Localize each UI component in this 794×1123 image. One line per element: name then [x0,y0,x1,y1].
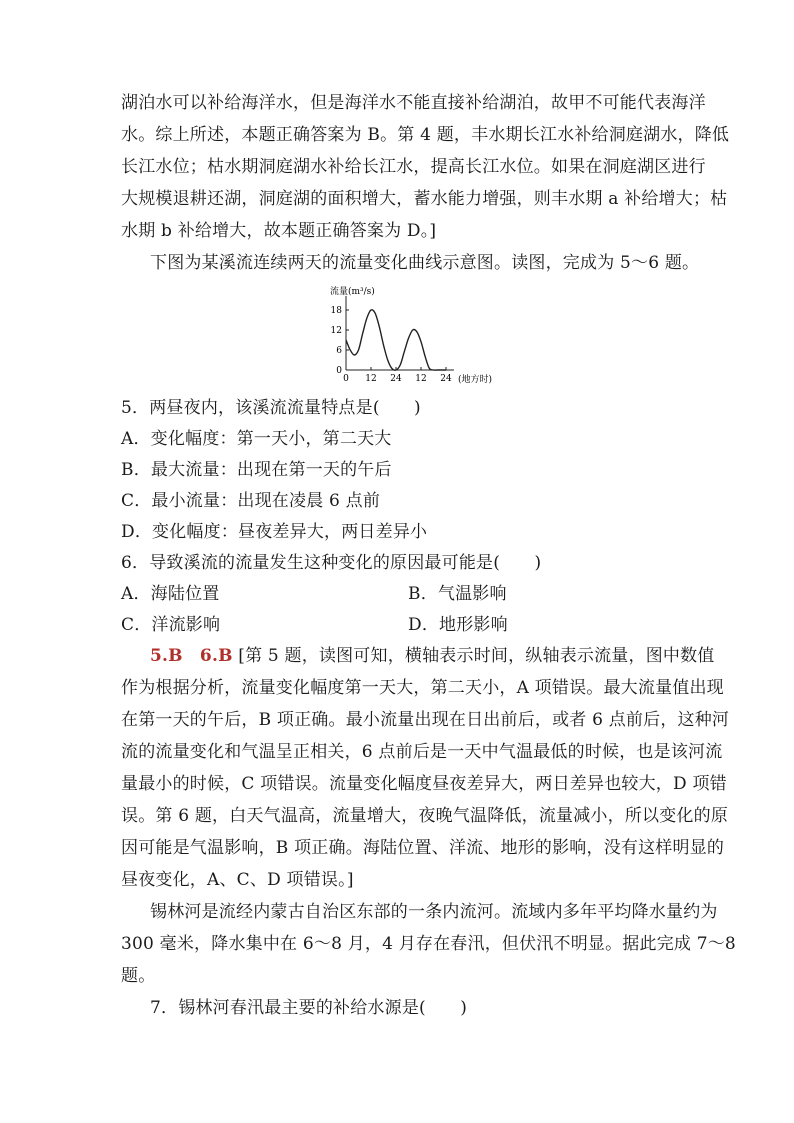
x-tick-label: 24 [390,374,402,384]
para1-line-4: 大规模退耕还湖，洞庭湖的面积增大，蓄水能力增强，则丰水期 a 补给增大；枯 [121,189,728,209]
x-tick-label: 12 [365,374,377,384]
y-axis-label: 流量(m³/s) [330,287,375,297]
q7-stem: 7．锡林河春汛最主要的补给水源是( ) [150,998,468,1018]
y-tick-label: 18 [330,306,342,316]
y-tick-label: 6 [336,346,342,356]
x-tick-label: 24 [440,374,452,384]
answer-line-5: 量最小的时候，C 项错误。流量变化幅度昼夜差异大，两日差异也较大，D 项错 [121,774,727,794]
chart-intro: 下图为某溪流连续两天的流量变化曲线示意图。读图，完成为 5～6 题。 [150,253,700,273]
q5-option-a: A．变化幅度：第一天小，第二天大 [121,429,392,449]
q6-option-d: D．地形影响 [408,615,508,635]
answer-line-6: 误。第 6 题，白天气温高，流量增大，夜晚气温降低，流量减小，所以变化的原 [121,806,729,826]
y-tick-label: 12 [330,326,342,336]
answer-line-3: 在第一天的午后，B 项正确。最小流量出现在日出前后，或者 6 点前后，这种河 [121,710,730,730]
flow-chart [320,282,510,388]
para1-line-1: 湖泊水可以补给海洋水，但是海洋水不能直接补给湖泊，故甲不可能代表海洋 [121,93,706,113]
answer-line-8: 昼夜变化，A、C、D 项错误。] [121,870,354,890]
flow-curve [346,310,446,370]
q6-options-row-1 [121,584,219,604]
answer-line-1 [150,646,715,666]
para1-line-5: 水期 b 补给增大，故本题正确答案为 D。] [121,221,437,241]
answer-line-7: 因可能是气温影响，B 项正确。海陆位置、洋流、地形的影响，没有这样明显的 [121,838,725,858]
answer-key: 5.B 6.B [150,646,233,666]
para1-line-3: 长江水位；枯水期洞庭湖水补给长江水，提高长江水位。如果在洞庭湖区进行 [121,157,706,177]
para1-line-2: 水。综上所述，本题正确答案为 B。第 4 题，丰水期长江水补给洞庭湖水，降低 [121,125,730,145]
q6-options-row-2 [121,615,220,635]
intro2-line-2: 300 毫米，降水集中在 6～8 月，4 月存在春汛，但伏汛不明显。据此完成 7～8 [121,934,736,954]
q6-option-b: B．气温影响 [408,584,507,604]
q5-option-d: D．变化幅度：昼夜差异大，两日差异小 [121,522,428,542]
q5-option-c: C．最小流量：出现在凌晨 6 点前 [121,491,381,511]
answer-line-4: 流的流量变化和气温呈正相关，6 点前后是一天中气温最低的时候，也是该河流 [121,742,723,762]
y-tick-label: 0 [336,366,342,376]
x-tick-label: 12 [415,374,427,384]
q5-option-b: B．最大流量：出现在第一天的午后 [121,460,392,480]
answer-text-1: [第 5 题，读图可知，横轴表示时间，纵轴表示流量，图中数值 [238,646,715,666]
intro2-line-3: 题。 [121,966,156,986]
answer-line-2: 作为根据分析，流量变化幅度第一天大，第二天小，A 项错误。最大流量值出现 [121,678,724,698]
q6-option-c: C．洋流影响 [121,615,221,635]
x-axis-label: (地方时) [458,375,493,385]
x-tick-label: 0 [343,374,349,384]
q6-option-a: A．海陆位置 [121,584,220,604]
q5-stem: 5．两昼夜内，该溪流流量特点是( ) [121,398,421,418]
q6-stem: 6．导致溪流的流量发生这种变化的原因最可能是( ) [121,553,542,573]
intro2-line-1: 锡林河是流经内蒙古自治区东部的一条内流河。流域内多年平均降水量约为 [150,902,718,922]
